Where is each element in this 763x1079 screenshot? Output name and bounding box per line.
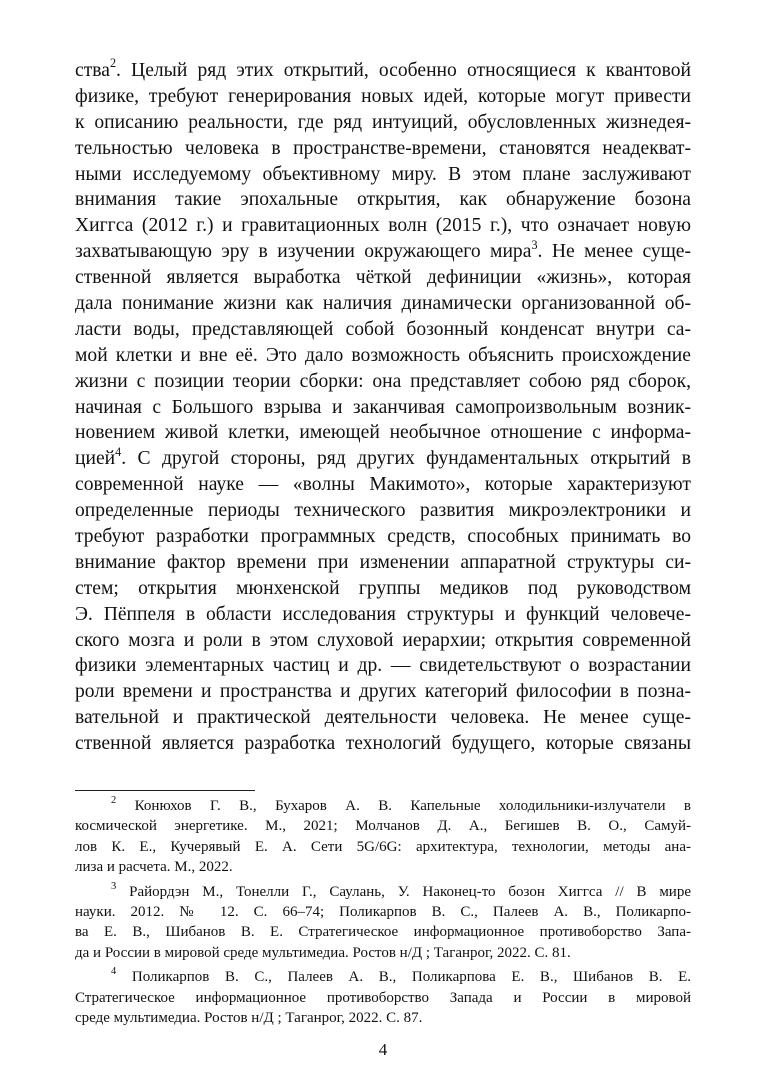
footnote-text: ва Е. В., Шибанов В. Е. Стратегическое информационное противоборство Запа- bbox=[75, 924, 691, 941]
text-line bbox=[75, 731, 691, 757]
text-segment: . Целый ряд этих открытий, особенно относящиеся к квантовой bbox=[116, 60, 691, 81]
text-line bbox=[75, 420, 691, 446]
text-line bbox=[75, 84, 691, 110]
text-segment: жизни с позиции теории сборки: она представляет собою ряд сборок, bbox=[75, 370, 691, 392]
footnote-line bbox=[75, 857, 691, 877]
text-segment: современной науке — «волны Макимото», которые характеризуют bbox=[75, 474, 691, 496]
text-segment: определенные периоды технического развития микроэлектроники и bbox=[75, 500, 691, 522]
text-segment: захватывающую эру в изучении окружающего мира bbox=[75, 241, 532, 263]
text-line bbox=[75, 343, 691, 369]
text-line bbox=[75, 58, 691, 84]
text-segment: ными исследуемому объективному миру. В этом плане заслуживают bbox=[75, 163, 691, 185]
text-line bbox=[75, 162, 691, 188]
text-segment: Хиггса (2012 г.) и гравитационных волн (2015 г.), что означает новую bbox=[75, 215, 691, 237]
text-segment: внимание фактор времени при изменении аппаратной структуры си- bbox=[75, 551, 691, 573]
footnote-number: 2 bbox=[111, 794, 117, 806]
text-segment: новением живой клетки, имеющей необычное отношение с информа- bbox=[75, 422, 691, 444]
text-segment: требуют разработки программных средств, способных принимать во bbox=[75, 526, 691, 548]
text-segment: ственной является выработка чёткой дефиниции «жизнь», которая bbox=[75, 267, 691, 289]
text-line bbox=[75, 369, 691, 395]
text-line bbox=[75, 653, 691, 679]
text-line bbox=[75, 472, 691, 498]
footnote-line bbox=[75, 1008, 691, 1028]
text-line bbox=[75, 187, 691, 213]
footnote-text: космической энергетике. М., 2021; Молчанов Д. А., Бегишев В. О., Самуй- bbox=[75, 818, 691, 835]
footnote-text: да и России в мировой среде мультимедиа. Ростов н/Д ; Таганрог, 2022. С. 81. bbox=[75, 944, 571, 961]
footnote-line bbox=[75, 943, 691, 963]
footnote-text: науки. 2012. № 12. С. 66–74; Поликарпов В. С., Палеев А. В., Поликарпо- bbox=[75, 903, 691, 920]
text-segment: тельностью человека в пространстве-времени, становятся неадекват- bbox=[75, 137, 691, 159]
text-segment: физики элементарных частиц и др. — свидетельствуют о возрастании bbox=[75, 655, 691, 677]
text-segment: физике, требуют генерирования новых идей, которые могут привести bbox=[75, 85, 691, 107]
text-segment: начиная с Большого взрыва и заканчивая самопроизвольным возник- bbox=[75, 396, 691, 418]
footnote-ref: 3 bbox=[531, 237, 538, 252]
text-line bbox=[75, 602, 691, 628]
text-line bbox=[75, 395, 691, 421]
text-line bbox=[75, 265, 691, 291]
footnote-2 bbox=[75, 796, 691, 878]
footnote-text: лиза и расчета. М., 2022. bbox=[75, 859, 233, 876]
footnote-ref: 4 bbox=[115, 444, 122, 459]
footnotes-section bbox=[75, 796, 691, 1032]
footnote-line bbox=[75, 816, 691, 836]
text-line bbox=[75, 239, 691, 265]
main-text-body bbox=[75, 58, 691, 757]
footnote-separator bbox=[75, 790, 255, 791]
text-line bbox=[75, 291, 691, 317]
footnote-text: лов К. Е., Кучерявый Е. А. Сети 5G/6G: архитектура, технологии, методы ана- bbox=[75, 838, 691, 855]
text-line bbox=[75, 498, 691, 524]
text-segment: ского мозга и роли в этом слуховой иерархии; открытия современной bbox=[75, 629, 691, 651]
text-line bbox=[75, 213, 691, 239]
text-segment: Э. Пёппеля в области исследования структуры и функций человече- bbox=[75, 603, 691, 625]
text-segment: ственной является разработка технологий будущего, которые связаны bbox=[75, 733, 691, 755]
footnote-line bbox=[75, 967, 691, 987]
text-line bbox=[75, 550, 691, 576]
text-segment: мой клетки и вне её. Это дало возможность объяснить происхождение bbox=[75, 344, 691, 366]
footnote-text: Стратегическое информационное противоборство Запада и России в мировой bbox=[75, 989, 691, 1006]
text-segment: ласти воды, представляющей собой бозонный конденсат внутри са- bbox=[75, 318, 691, 340]
footnote-line bbox=[75, 882, 691, 902]
text-segment: . С другой стороны, ряд других фундаментальных открытий в bbox=[121, 448, 691, 470]
footnote-line bbox=[75, 922, 691, 942]
text-segment: стем; открытия мюнхенской группы медиков под руководством bbox=[75, 577, 691, 599]
text-line bbox=[75, 628, 691, 654]
text-line bbox=[75, 576, 691, 602]
text-segment: . Не менее суще- bbox=[537, 241, 692, 263]
footnote-text: Райордэн М., Тонелли Г., Саулань, У. Наконец-то бозон Хиггса // В мире bbox=[129, 883, 691, 900]
text-line bbox=[75, 136, 691, 162]
text-segment: роли времени и пространства и других категорий философии в позна- bbox=[75, 681, 691, 703]
text-line bbox=[75, 317, 691, 343]
text-segment: к описанию реальности, где ряд интуиций, обусловленных жизнедея- bbox=[75, 111, 691, 133]
footnote-4 bbox=[75, 967, 691, 1028]
text-segment: дала понимание жизни как наличия динамически организованной об- bbox=[75, 293, 691, 315]
text-line bbox=[75, 524, 691, 550]
footnote-number: 3 bbox=[111, 880, 117, 892]
text-line bbox=[75, 705, 691, 731]
footnote-line bbox=[75, 796, 691, 816]
footnote-line bbox=[75, 902, 691, 922]
document-page bbox=[75, 0, 693, 1079]
footnote-line bbox=[75, 837, 691, 857]
text-line bbox=[75, 679, 691, 705]
footnote-line bbox=[75, 988, 691, 1008]
text-line bbox=[75, 110, 691, 136]
footnote-number: 4 bbox=[111, 966, 117, 978]
text-line bbox=[75, 446, 691, 472]
page-number: 4 bbox=[378, 1040, 388, 1059]
footnote-ref: 2 bbox=[109, 56, 117, 71]
footnote-text: Конюхов Г. В., Бухаров А. В. Капельные холодильники-излучатели в bbox=[134, 798, 691, 814]
text-segment: вательной и практической деятельности человека. Не менее суще- bbox=[75, 707, 691, 729]
text-segment: цией bbox=[75, 448, 116, 470]
text-segment: ства bbox=[75, 60, 110, 81]
text-segment: внимания такие эпохальные открытия, как обнаружение бозона bbox=[75, 189, 691, 211]
footnote-text: среде мультимедиа. Ростов н/Д ; Таганрог, 2022. С. 87. bbox=[75, 1009, 423, 1026]
footnote-text: Поликарпов В. С., Палеев А. В., Поликарпова Е. В., Шибанов В. Е. bbox=[131, 969, 691, 986]
footnote-3 bbox=[75, 882, 691, 964]
